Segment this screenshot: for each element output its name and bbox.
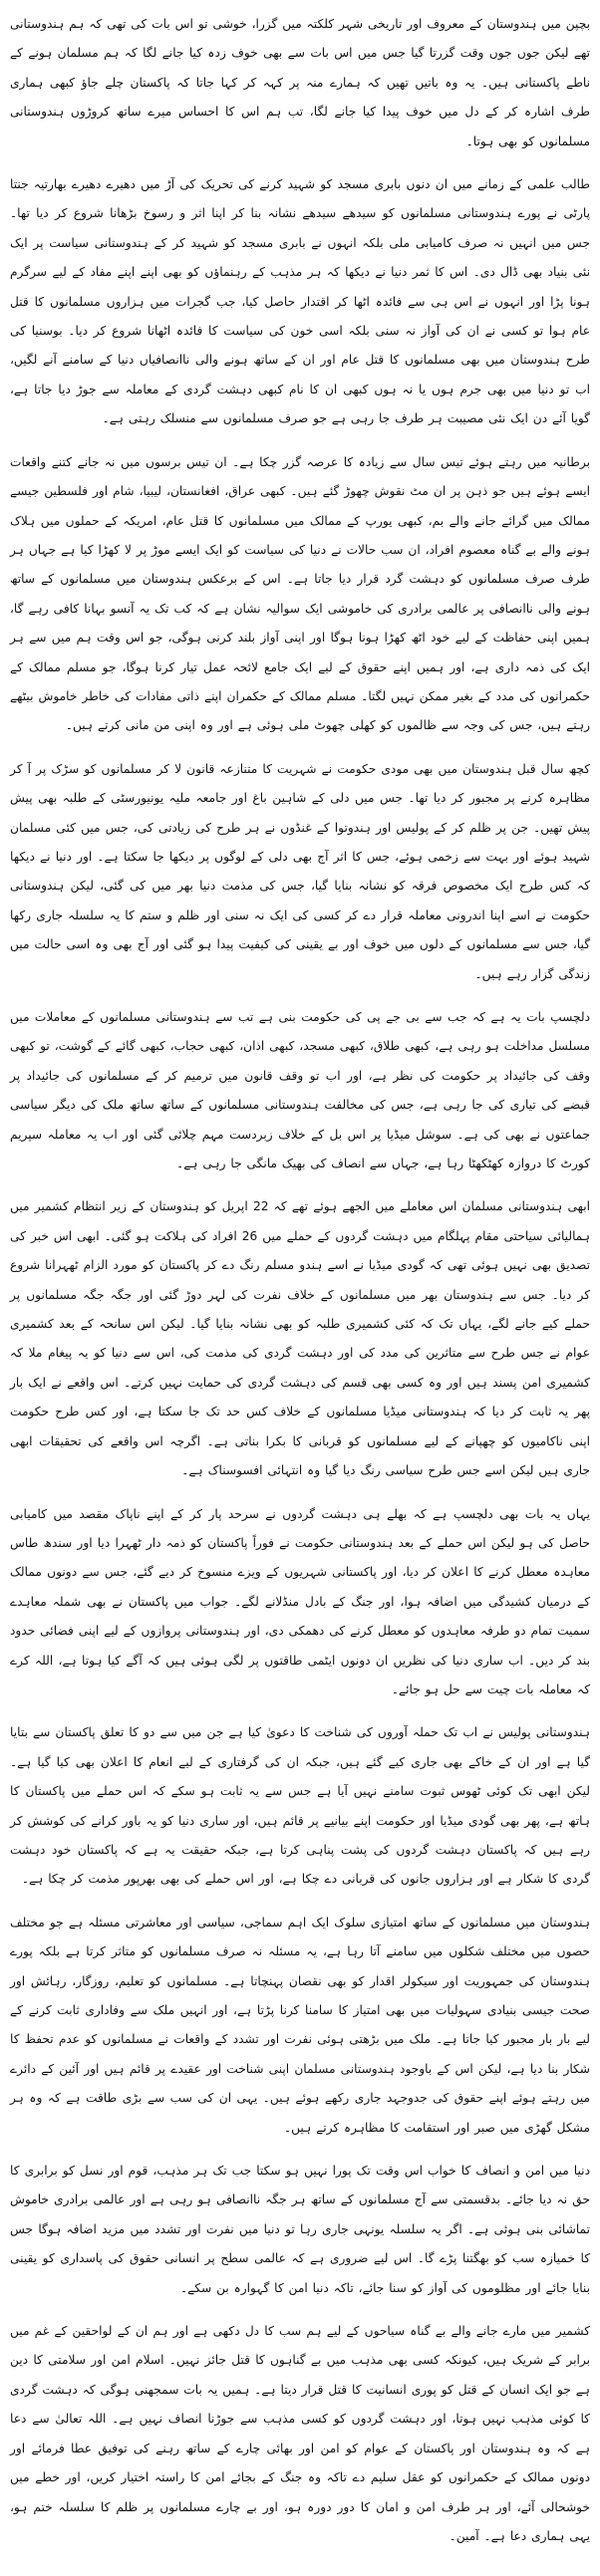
paragraph-6: ابھی ہندوستانی مسلمان اس معاملے میں الجھے ہوئے تھے کہ 22 اپریل کو ہندوستان کے زیر انتظام کشمیر میں ہمالیائی سیاحتی مقام پہلگام میں دہشت گردوں کے حملے میں 26 افراد کی ہلاکت ہو گئی۔ ابھی اس خبر کی تصدیق بھی نہیں ہوئی تھی کہ گودی میڈیا نے اسے ہندو مسلم رنگ دے کر پاکستان کو مورد الزام ٹھہرانا شروع کر دیا۔ جس سے ہندوستان بھر میں مسلمانوں کے خلاف نفرت کی لہر دوڑ گئی اور جگہ جگہ مسلمانوں پر حملے کیے جانے لگے، یہاں تک کہ کئی کشمیری طلبہ کو بھی نشانہ بنایا گیا۔ لیکن اس سانحہ کے بعد کشمیری عوام نے جس طرح سے متاثرین کی مدد کی اور دہشت گردی کی مذمت کی، اس سے دنیا کو یہ پیغام ملا کہ کشمیری امن پسند ہیں اور وہ کسی بھی قسم کی دہشت گردی کی حمایت نہیں کرتے۔ اس واقعے نے ایک بار پھر یہ ثابت کر دیا کہ ہندوستانی میڈیا مسلمانوں کے خلاف کس حد تک جا سکتا ہے، اور کس طرح حکومت اپنی ناکامیوں کو چھپانے کے لیے مسلمانوں کو قربانی کا بکرا بناتی ہے۔ اگرچہ اس واقعے کی تحقیقات ابھی جاری ہیں لیکن اسے جس طرح سیاسی رنگ دیا گیا وہ انتہائی افسوسناک ہے۔ [10,1199,590,1478]
paragraph-2: طالب علمی کے زمانے میں ان دنوں بابری مسجد کو شہید کرنے کی تحریک کی آڑ میں دھیرے دھیرے بھارتیہ جنتا پارٹی نے پورے ہندوستانی مسلمانوں کو سیدھے سیدھے نشانہ بنا کر اپنا اثر و رسوخ بڑھانا شروع کر دیا تھا۔ جس میں انہیں نہ صرف کامیابی ملی بلکہ انہوں نے بابری مسجد کو شہید کر کے ہندوستانی سیاست پر ایک نئی بنیاد بھی ڈال دی۔ اس کا ثمر دنیا نے دیکھا کہ ہر مذہب کے رہنماؤں کو بھی اپنے اپنے مفاد کے لیے سرگرم ہونا پڑا اور انہوں نے اس ہی سے فائدہ اٹھا کر اقتدار حاصل کیا، جب گجرات میں ہزاروں مسلمانوں کا قتل عام ہوا تو کسی نے ان کی آواز نہ سنی بلکہ اسی خون کی سیاست کا فائدہ اٹھانا شروع کر دیا۔ بوسنیا کی طرح ہندوستان میں بھی مسلمانوں کا قتل عام اور ان کے ساتھ ہونے والی ناانصافیاں دنیا کے سامنے آنے لگیں، اب تو دنیا میں بھی جرم ہوں یا نہ ہوں کبھی ان کا نام کبھی دہشت گردی کے معاملہ سے جوڑ دیا جاتا ہے، گویا آئے دن ایک نئی مصیبت ہر طرف جا رہی ہے جو صرف مسلمانوں سے منسلک رہتی ہے۔ [10,177,590,426]
paragraph-10: دنیا میں امن و انصاف کا خواب اس وقت تک پورا نہیں ہو سکتا جب تک ہر مذہب، قوم اور نسل کو برابری کا حق نہ دیا جائے۔ بدقسمتی سے آج مسلمانوں کے ساتھ ہر جگہ ناانصافی ہو رہی ہے اور عالمی برادری خاموش تماشائی بنی ہوئی ہے۔ اگر یہ سلسلہ یونہی جاری رہا تو دنیا میں نفرت اور تشدد میں مزید اضافہ ہوگا جس کا خمیازہ سب کو بھگتنا پڑے گا۔ اس لیے ضروری ہے کہ عالمی سطح پر انسانی حقوق کی پاسداری کو یقینی بنایا جائے اور مظلوموں کی آواز کو سنا جائے، تاکہ دنیا امن کا گہوارہ بن سکے۔ [10,2164,590,2295]
paragraph-9: ہندوستان میں مسلمانوں کے ساتھ امتیازی سلوک ایک اہم سماجی، سیاسی اور معاشرتی مسئلہ ہے جو مختلف حصوں میں مختلف شکلوں میں سامنے آتا رہا ہے، یہ مسئلہ نہ صرف مسلمانوں کو متاثر کرتا ہے بلکہ پورے ہندوستان کی جمہوریت اور سیکولر اقدار کو بھی نقصان پہنچاتا ہے۔ مسلمانوں کو تعلیم، روزگار، رہائش اور صحت جیسی بنیادی سہولیات میں بھی امتیاز کا سامنا کرنا پڑتا ہے، اور انہیں ملک سے وفاداری ثابت کرنے کے لیے بار بار مجبور کیا جاتا ہے۔ ملک میں بڑھتی ہوئی نفرت اور تشدد کے واقعات نے مسلمانوں کو عدم تحفظ کا شکار بنا دیا ہے، لیکن اس کے باوجود ہندوستانی مسلمان اپنی شناخت اور عقیدے پر قائم ہیں اور آئین کے دائرے میں رہتے ہوئے اپنے حقوق کی جدوجہد جاری رکھے ہوئے ہیں۔ یہی ان کی سب سے بڑی طاقت ہے کہ وہ ہر مشکل گھڑی میں صبر اور استقامت کا مظاہرہ کرتے ہیں۔ [10,1915,590,2135]
paragraph-3: برطانیہ میں رہتے ہوئے تیس سال سے زیادہ کا عرصہ گزر چکا ہے۔ ان تیس برسوں میں نہ جانے کتنے واقعات ایسے ہوئے ہیں جو ذہن پر ان مٹ نقوش چھوڑ گئے ہیں۔ کبھی عراق، افغانستان، لیبیا، شام اور فلسطین جیسے ممالک میں گرائے جانے والے بم، کبھی یورپ کے ممالک میں مسلمانوں کا قتل عام، امریکہ کے حملوں میں ہلاک ہونے والے بے گناہ معصوم افراد، ان سب حالات نے دنیا کی سیاست کو ایک ایسے موڑ پر لا کھڑا کیا ہے جہاں ہر طرف صرف مسلمانوں کو دہشت گرد قرار دیا جاتا ہے۔ اس کے برعکس ہندوستان میں مسلمانوں کے ساتھ ہونے والی ناانصافی پر عالمی برادری کی خاموشی ایک سوالیہ نشان ہے کہ کب تک یہ آنسو بہانا کافی رہے گا، ہمیں اپنی حفاظت کے لیے خود اٹھ کھڑا ہونا ہوگا اور اپنی آواز بلند کرنی ہوگی، جو اس وقت ہم میں سے ہر ایک کی ذمہ داری ہے، اور ہمیں اپنے حقوق کے لیے ایک جامع لائحہ عمل تیار کرنا ہوگا، جو مسلم ممالک کے حکمرانوں کی مدد کے بغیر ممکن نہیں لگتا۔ مسلم ممالک کے حکمران اپنے ذاتی مفادات کی خاطر خاموش بیٹھے رہتے ہیں، جس کی وجہ سے ظالموں کو کھلی چھوٹ ملی ہوئی ہے اور وہ اپنی من مانی کرتے ہیں۔ [10,454,590,733]
paragraph-8: ہندوستانی پولیس نے اب تک حملہ آوروں کی شناخت کا دعویٰ کیا ہے جن میں سے دو کا تعلق پاکستان سے بتایا گیا ہے اور ان کے خاکے بھی جاری کیے گئے ہیں، جبکہ ان کی گرفتاری کے لیے انعام کا اعلان بھی کیا گیا ہے۔ لیکن ابھی تک کوئی ٹھوس ثبوت سامنے نہیں آیا ہے جس سے یہ ثابت ہو سکے کہ اس حملے میں پاکستان کا ہاتھ ہے، پھر بھی گودی میڈیا اور حکومت اپنے بیانیے پر قائم ہیں، اور ساری دنیا کو یہ باور کرانے کی کوشش کر رہے ہیں کہ پاکستان دہشت گردوں کی پشت پناہی کرتا ہے، جبکہ حقیقت یہ ہے کہ پاکستان خود دہشت گردی کا شکار ہے اور ہزاروں جانوں کی قربانی دے چکا ہے، اور اس حملے کی بھی بھرپور مذمت کر چکا ہے۔ [10,1725,590,1887]
paragraph-4: کچھ سال قبل ہندوستان میں بھی مودی حکومت نے شہریت کا متنازعہ قانون لا کر مسلمانوں کو سڑک پر آ کر مظاہرہ کرنے پر مجبور کر دیا تھا۔ جس میں دلی کے شاہین باغ اور جامعہ ملیہ یونیورسٹی کے طلبہ بھی پیش پیش تھیں۔ جن پر ظلم کر کے پولیس اور ہندوتوا کے غنڈوں نے ہر طرح کی زیادتی کی، جس میں کئی مسلمان شہید ہوئے اور بہت سے زخمی ہوئے، جس کا اثر آج بھی دلی کے لوگوں پر دیکھا جا سکتا ہے۔ اور دنیا نے دیکھا کہ کس طرح ایک مخصوص فرقہ کو نشانہ بنایا گیا، جس کی مذمت دنیا بھر میں کی گئی، لیکن ہندوستانی حکومت نے اسے اپنا اندرونی معاملہ قرار دے کر کسی کی ایک نہ سنی اور ظلم و ستم کا یہ سلسلہ جاری رکھا گیا، جس سے مسلمانوں کے دلوں میں خوف اور بے یقینی کی کیفیت پیدا ہو گئی اور آج بھی وہ اسی حالت میں زندگی گزار رہے ہیں۔ [10,761,590,981]
paragraph-7: یہاں یہ بات بھی دلچسپ ہے کہ بھلے ہی دہشت گردوں نے سرحد پار کر کے اپنے ناپاک مقصد میں کامیابی حاصل کی ہو لیکن اس حملے کے بعد ہندوستانی حکومت نے فوراً پاکستان کو ذمہ دار ٹھہرا دیا اور سندھ طاس معاہدہ معطل کرنے کا اعلان کر دیا، اور پاکستانی شہریوں کے ویزے منسوخ کر دیے گئے، جس سے دونوں ممالک کے درمیان کشیدگی میں اضافہ ہوا، اور جنگ کے بادل منڈلانے لگے۔ جواب میں پاکستان نے بھی شملہ معاہدے سمیت تمام دو طرفہ معاہدوں کو معطل کرنے کی دھمکی دی، اور ہندوستانی پروازوں کے لیے اپنی فضائی حدود بند کر دیں۔ اب ساری دنیا کی نظریں ان دونوں ایٹمی طاقتوں پر لگی ہوئی ہیں کہ آگے کیا ہوتا ہے، اللہ کرے کہ معاملہ بات چیت سے حل ہو جائے۔ [10,1506,590,1696]
paragraph-1: بچپن میں ہندوستان کے معروف اور تاریخی شہر کلکتہ میں گزرا، خوشی تو اس بات کی تھی کہ ہم ہندوستانی تھے لیکن جوں جوں وقت گزرتا گیا جس میں اس بات سے بھی خوف زدہ کیا جانے لگا کہ ہم مسلمان ہونے کے ناطے پاکستانی ہیں۔ یہ وہ باتیں تھیں کہ ہمارے منہ پر کہہ کر کہا جاتا کہ پاکستان چلے جاؤ کبھی ہماری طرف اشارہ کر کے دل میں خوف پیدا کیا جانے لگا، تب ہم اس کا احساس میرے ساتھ کروڑوں ہندوستانی مسلمانوں کو بھی ہوتا۔ [10,17,590,148]
paragraph-11: کشمیر میں مارے جانے والے بے گناہ سیاحوں کے لیے ہم سب کا دل دکھی ہے اور ہم ان کے لواحقین کے غم میں برابر کے شریک ہیں، کیونکہ کسی بھی مذہب میں بے گناہوں کا قتل جائز نہیں۔ اسلام امن اور سلامتی کا دین ہے جو ایک انسان کے قتل کو پوری انسانیت کا قتل قرار دیتا ہے۔ ہمیں یہ بات سمجھنی ہوگی کہ دہشت گردی کا کوئی مذہب نہیں ہوتا، اور دہشت گردوں کو کسی مذہب سے جوڑنا انصاف نہیں ہے۔ اللہ تعالیٰ سے دعا ہے کہ وہ ہندوستان اور پاکستان کے عوام کو امن اور بھائی چارے کے ساتھ رہنے کی توفیق عطا فرمائے اور دونوں ممالک کے حکمرانوں کو عقل سلیم دے تاکہ وہ جنگ کے بجائے امن کا راستہ اختیار کریں، اور خطے میں خوشحالی آئے، اور ہر طرف امن و امان کا دور دورہ ہو، اور بے چارے مسلمانوں پر ظلم کا سلسلہ ختم ہو، یہی ہماری دعا ہے۔ آمین۔ [10,2324,590,2543]
paragraph-5: دلچسپ بات یہ ہے کہ جب سے بی جے پی کی حکومت بنی ہے تب سے ہندوستانی مسلمانوں کے معاملات میں مسلسل مداخلت ہو رہی ہے، کبھی طلاق، کبھی مسجد، کبھی اذان، کبھی حجاب، کبھی گائے کے گوشت، تو کبھی وقف کی جائیداد پر حکومت کی نظر ہے، اور اب تو وقف قانون میں ترمیم کر کے مسلمانوں کی جائیداد پر قبضے کی تیاری کی جا رہی ہے، جس کی مخالفت ہندوستانی مسلمانوں کے ساتھ ساتھ ملک کی دیگر سیاسی جماعتوں نے بھی کی ہے۔ سوشل میڈیا پر اس بل کے خلاف زبردست مہم چلائی گئی اور اب یہ معاملہ سپریم کورٹ کا دروازہ کھٹکھٹا رہا ہے، جہاں سے انصاف کی بھیک مانگی جا رہی ہے۔ [10,1010,590,1171]
